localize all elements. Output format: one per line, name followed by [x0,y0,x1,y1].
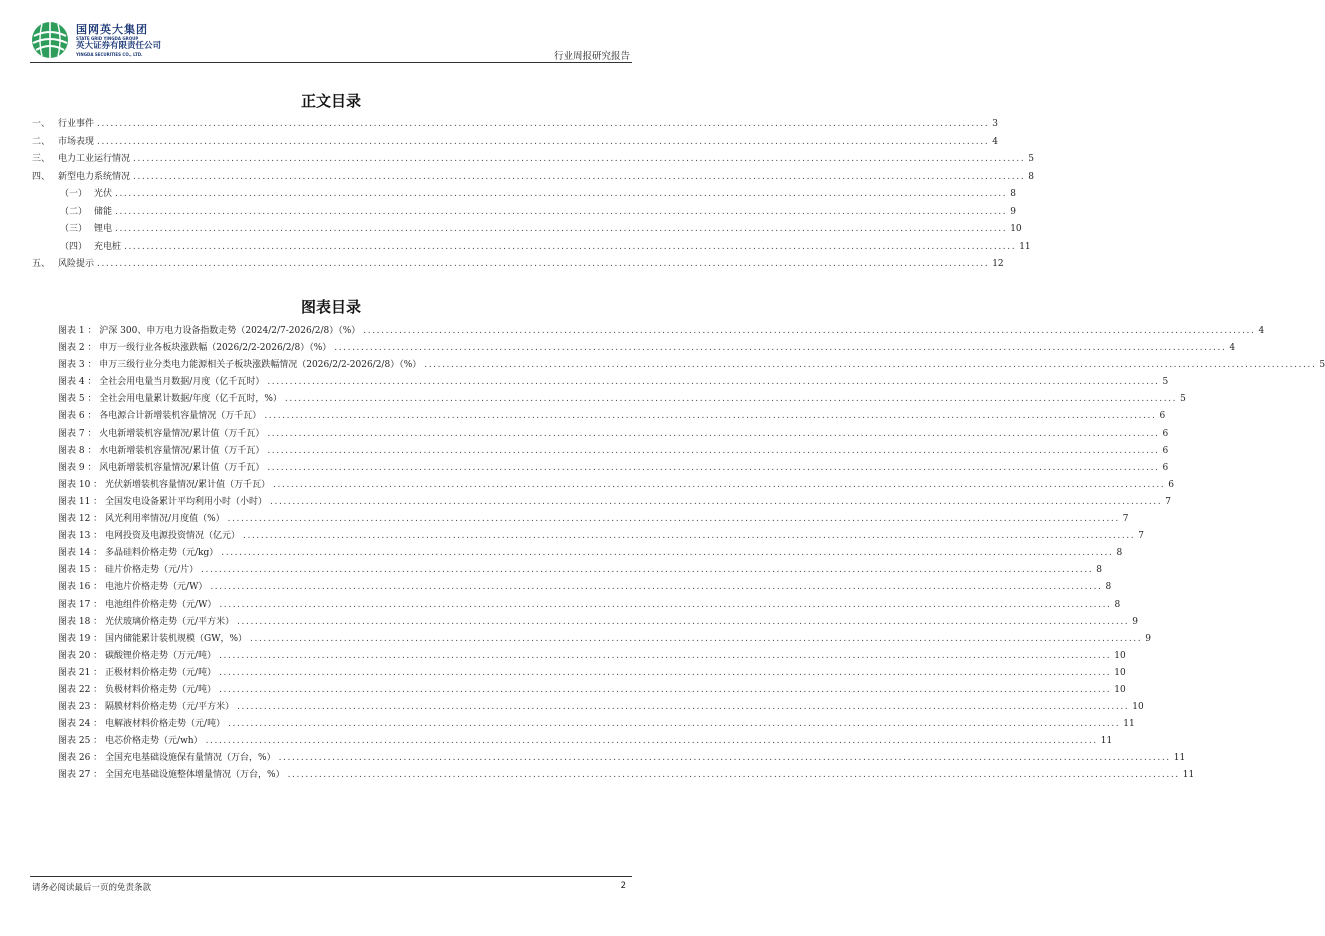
figures-item-label: 图表 2 ： 申万一级行业各板块涨跌幅（2026/2/2-2026/2/8）（%） [58,343,332,354]
figures-item-page: 7 [1138,531,1144,542]
figures-item[interactable] [58,614,1138,631]
figures-item-page: 10 [1114,650,1126,661]
figures-item-label: 图表 10 ： 光伏新增装机容量情况/累计值（万千瓦） [58,479,271,490]
toc-item-number: （一） [60,189,88,199]
dot-leader: ........................................................................................................................................................................................................ [115,206,1008,217]
dot-leader: ........................................................................................................................................................................................................ [210,582,1103,593]
toc-title: 正文目录 [300,92,361,110]
dot-leader: ........................................................................................................................................................................................................ [228,719,1121,730]
toc-item[interactable] [32,116,998,134]
figures-item-label: 图表 26 ： 全国充电基础设施保有量情况（万台，%） [58,753,276,764]
figures-item[interactable] [58,391,1186,408]
figures-item-page: 6 [1162,445,1169,456]
figures-item[interactable] [58,545,1123,562]
figures-item-page: 6 [1159,411,1166,422]
toc-item[interactable] [32,221,1022,239]
figures-item-page: 8 [1116,548,1123,559]
figures-item-label: 图表 3 ： 申万三级行业分类电力能源相关子板块涨跌幅情况（2026/2/2-2026/2/8）（%） [58,360,422,371]
figures-item[interactable] [58,716,1135,733]
toc-item-page: 12 [992,259,1004,269]
figures-list [58,323,1325,785]
figures-item-label: 图表 12 ： 风光利用率情况/月度值（%） [58,514,225,525]
figures-item-page: 4 [1229,343,1236,354]
globe-logo-icon [30,20,70,60]
figures-item[interactable] [58,528,1144,545]
company-logo [30,20,161,60]
toc-item-number: 二、 [32,136,51,147]
dot-leader: ........................................................................................................................................................................................................ [237,616,1130,627]
dot-leader: ........................................................................................................................................................................................................ [267,445,1160,456]
figures-item-page: 8 [1114,599,1121,610]
dot-leader: ........................................................................................................................................................................................................ [267,462,1160,473]
figures-item-label: 图表 1 ： 沪深 300、申万电力设备指数走势（2024/2/7-2026/2/8）（%） [58,326,361,336]
toc-item[interactable] [32,256,1004,274]
figures-item-page: 9 [1132,616,1138,627]
figures-item[interactable] [58,579,1112,596]
toc-item[interactable] [32,151,1034,169]
toc-item-label: 行业事件 [58,119,95,129]
dot-leader: ........................................................................................................................................................................................................ [243,531,1136,542]
figures-item-page: 11 [1100,736,1113,747]
dot-leader: ........................................................................................................................................................................................................ [227,514,1120,525]
figures-item[interactable] [58,460,1169,477]
footer-disclaimer: 请务必阅读最后一页的免责条款 [32,883,152,893]
figures-item[interactable] [58,477,1174,494]
figures-item-page: 6 [1168,479,1174,490]
figures-item-page: 10 [1114,667,1126,678]
dot-leader: ........................................................................................................................................................................................................ [219,599,1112,610]
dot-leader: ........................................................................................................................................................................................................ [221,548,1114,559]
figures-item[interactable] [58,733,1113,750]
figures-item-label: 图表 6 ： 各电源合计新增装机容量情况（万千瓦） [58,411,262,422]
figures-item-page: 7 [1165,496,1171,507]
dot-leader: ........................................................................................................................................................................................................ [124,241,1017,252]
toc-item-number: 三、 [32,154,51,164]
toc-item-number: （四） [60,241,88,252]
figures-item-label: 图表 5 ： 全社会用电量累计数据/年度（亿千瓦时，%） [58,394,282,405]
dot-leader: ........................................................................................................................................................................................................ [115,189,1008,199]
toc-item-label: 风险提示 [58,259,95,269]
figures-item[interactable] [58,699,1144,716]
figures-item[interactable] [58,357,1325,374]
toc-item-label: 储能 [94,206,113,217]
toc-item-number: 五、 [32,259,51,269]
figures-item-label: 图表 7 ： 火电新增装机容量情况/累计值（万千瓦） [58,428,265,439]
dot-leader: ........................................................................................................................................................................................................ [278,753,1171,764]
dot-leader: ........................................................................................................................................................................................................ [237,702,1130,713]
toc-item-number: （二） [60,206,88,217]
figures-item[interactable] [58,340,1236,357]
dot-leader: ........................................................................................................................................................................................................ [219,650,1112,661]
dot-leader: ........................................................................................................................................................................................................ [133,154,1026,164]
logo-company-cn: 国网英大集团 [76,23,148,36]
toc-item-number: 一、 [32,119,51,129]
figures-item[interactable] [58,511,1129,528]
figures-item-page: 5 [1319,360,1325,371]
dot-leader: ........................................................................................................................................................................................................ [250,633,1143,644]
figures-item[interactable] [58,374,1169,391]
figures-item[interactable] [58,648,1126,665]
figures-item-label: 图表 14 ： 多晶硅料价格走势（元/kg） [58,548,219,559]
figures-item[interactable] [58,682,1126,699]
toc-item-number: 四、 [32,171,51,182]
figures-item-label: 图表 18 ： 光伏玻璃价格走势（元/平方米） [58,616,235,627]
figures-item-page: 8 [1105,582,1112,593]
figures-item-label: 图表 9 ： 风电新增装机容量情况/累计值（万千瓦） [58,462,265,473]
toc-item[interactable] [32,186,1016,204]
toc-item-page: 11 [1019,241,1031,252]
figures-item-page: 10 [1114,684,1126,695]
toc-item-page: 10 [1010,224,1022,234]
toc-item-label: 电力工业运行情况 [58,154,131,164]
toc-item[interactable] [32,134,998,152]
figures-item-label: 图表 13 ： 电网投资及电源投资情况（亿元） [58,531,241,542]
toc-item-page: 3 [992,119,998,129]
figures-item-label: 图表 16 ： 电池片价格走势（元/W） [58,582,208,593]
toc-item[interactable] [32,239,1031,257]
dot-leader: ........................................................................................................................................................................................................ [97,136,990,147]
toc-item[interactable] [32,204,1016,222]
figures-item-page: 6 [1162,428,1169,439]
figures-item[interactable] [58,494,1171,511]
dot-leader: ........................................................................................................................................................................................................ [219,667,1112,678]
figures-item-label: 图表 24 ： 电解液材料价格走势（元/吨） [58,719,226,730]
figures-item[interactable] [58,665,1126,682]
toc-item-page: 8 [1028,171,1034,182]
figures-item-page: 5 [1180,394,1186,405]
figures-item[interactable] [58,597,1121,614]
figures-item-label: 图表 19 ： 国内储能累计装机规模（GW，%） [58,633,248,644]
figures-item[interactable] [58,408,1166,425]
figures-item-page: 8 [1096,565,1102,576]
dot-leader: ........................................................................................................................................................................................................ [205,736,1098,747]
dot-leader: ........................................................................................................................................................................................................ [334,343,1227,354]
figures-item-label: 图表 20 ： 碳酸锂价格走势（万元/吨） [58,650,217,661]
figures-item-page: 11 [1173,753,1186,764]
page-number: 2 [620,881,626,891]
toc-item-page: 8 [1010,189,1016,199]
toc-item-label: 市场表现 [58,136,95,147]
figures-item[interactable] [58,426,1169,443]
dot-leader: ........................................................................................................................................................................................................ [201,565,1094,576]
figures-item-label: 图表 4 ： 全社会用电量当月数据/月度（亿千瓦时） [58,377,265,388]
dot-leader: ........................................................................................................................................................................................................ [287,770,1180,781]
figures-item-label: 图表 21 ： 正极材料价格走势（元/吨） [58,667,217,678]
toc-item-page: 5 [1028,154,1034,164]
figures-item-page: 5 [1162,377,1169,388]
figures-item-page: 11 [1182,770,1195,781]
dot-leader: ........................................................................................................................................................................................................ [270,496,1163,507]
figures-item-page: 4 [1258,326,1265,336]
dot-leader: ........................................................................................................................................................................................................ [97,119,990,129]
figures-item[interactable] [58,750,1186,767]
figures-item-label: 图表 25 ： 电芯价格走势（元/wh） [58,736,203,747]
dot-leader: ........................................................................................................................................................................................................ [267,428,1160,439]
toc-item-page: 9 [1010,206,1016,217]
figures-item-label: 图表 22 ： 负极材料价格走势（元/吨） [58,684,217,695]
figures-item-page: 6 [1162,462,1169,473]
footer-divider [30,876,632,877]
figures-item-label: 图表 17 ： 电池组件价格走势（元/W） [58,599,217,610]
dot-leader: ........................................................................................................................................................................................................ [264,411,1157,422]
figures-item[interactable] [58,323,1265,340]
dot-leader: ........................................................................................................................................................................................................ [267,377,1160,388]
figures-item-label: 图表 8 ： 水电新增装机容量情况/累计值（万千瓦） [58,445,265,456]
logo-subsidiary-en: YINGDA SECURITIES CO., LTD. [76,52,143,57]
figures-item-label: 图表 11 ： 全国发电设备累计平均利用小时（小时） [58,496,268,507]
toc-item-number: （三） [60,224,88,234]
toc-list [32,116,1034,274]
logo-company-en: STATE GRID YINGDA GROUP [76,36,139,41]
figures-item-label: 图表 15 ： 硅片价格走势（元/片） [58,565,199,576]
figures-item[interactable] [58,767,1195,784]
toc-item-page: 4 [992,136,998,147]
toc-item-label: 充电桩 [94,241,122,252]
figures-item-page: 7 [1122,514,1129,525]
figures-item[interactable] [58,631,1151,648]
figures-item[interactable] [58,562,1102,579]
dot-leader: ........................................................................................................................................................................................................ [219,684,1112,695]
toc-item-label: 锂电 [94,224,113,234]
figures-item[interactable] [58,443,1169,460]
page-header [0,0,662,64]
figures-title: 图表目录 [300,298,361,316]
dot-leader: ........................................................................................................................................................................................................ [363,326,1256,336]
toc-item[interactable] [32,169,1034,187]
dot-leader: ........................................................................................................................................................................................................ [273,479,1166,490]
figures-item-label: 图表 23 ： 隔膜材料价格走势（元/平方米） [58,702,235,713]
figures-item-page: 10 [1132,702,1144,713]
dot-leader: ........................................................................................................................................................................................................ [115,224,1008,234]
dot-leader: ........................................................................................................................................................................................................ [424,360,1317,371]
dot-leader: ........................................................................................................................................................................................................ [133,171,1026,182]
dot-leader: ........................................................................................................................................................................................................ [284,394,1178,405]
dot-leader: ........................................................................................................................................................................................................ [97,259,990,269]
toc-item-label: 新型电力系统情况 [58,171,131,182]
logo-subsidiary-cn: 英大证券有限责任公司 [76,41,162,51]
figures-item-label: 图表 27 ： 全国充电基础设施整体增量情况（万台，%） [58,770,285,781]
toc-item-label: 光伏 [94,189,113,199]
report-type-label: 行业周报研究报告 [553,51,630,62]
figures-item-page: 11 [1123,719,1135,730]
figures-item-page: 9 [1145,633,1151,644]
header-divider [30,62,632,63]
